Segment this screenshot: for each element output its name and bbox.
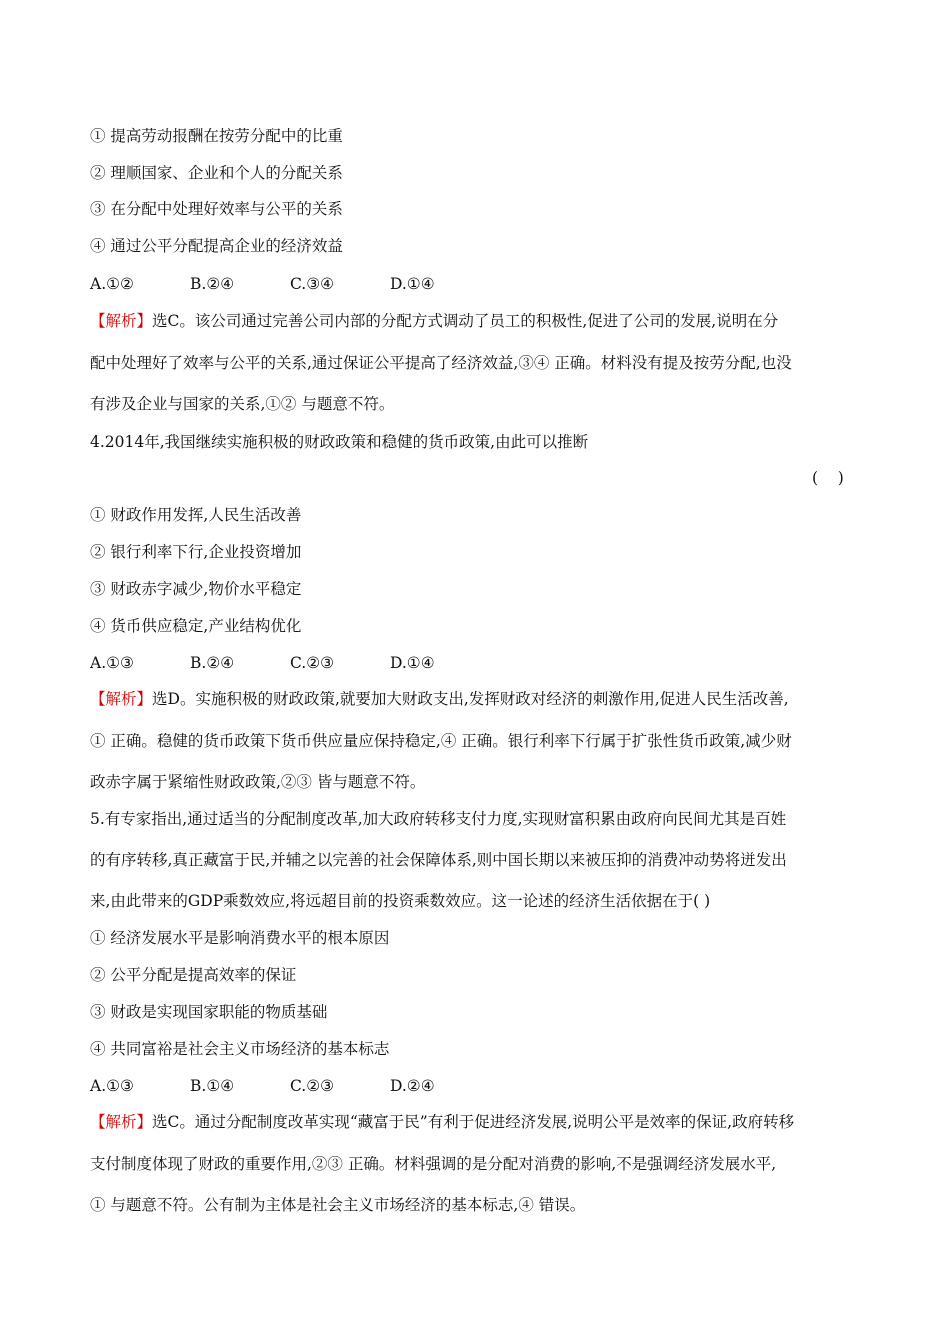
q4-statement-4: ④ 货币供应稳定,产业结构优化	[90, 617, 302, 635]
q3-analysis-line-2: 配中处理好了效率与公平的关系,通过保证公平提高了经济效益,③④ 正确。材料没有提及按劳分配,也没	[90, 354, 792, 372]
q5-option-c: C.②③	[290, 1077, 335, 1095]
q3-option-c: C.③④	[290, 275, 335, 293]
q3-statement-1: ① 提高劳动报酬在按劳分配中的比重	[90, 127, 343, 145]
q5-statement-4: ④ 共同富裕是社会主义市场经济的基本标志	[90, 1040, 390, 1058]
q3-analysis-text-1: 选C。该公司通过完善公司内部的分配方式调动了员工的积极性,促进了公司的发展,说明在分	[152, 312, 779, 330]
q4-statement-1: ① 财政作用发挥,人民生活改善	[90, 506, 302, 524]
q4-statement-2: ② 银行利率下行,企业投资增加	[90, 543, 302, 561]
q4-option-b: B.②④	[190, 654, 235, 672]
q3-statement-3: ③ 在分配中处理好效率与公平的关系	[90, 200, 343, 218]
q4-analysis-line-2: ① 正确。稳健的货币政策下货币供应量应保持稳定,④ 正确。银行利率下行属于扩张性货币政策,减少财	[90, 732, 792, 750]
q5-analysis-text-1: 选C。通过分配制度改革实现“藏富于民”有利于促进经济发展,说明公平是效率的保证,政府转移	[152, 1113, 795, 1131]
q5-options	[90, 1076, 490, 1096]
q4-option-c: C.②③	[290, 654, 335, 672]
q4-option-a: A.①③	[90, 654, 134, 672]
q4-analysis-tag: 【解析】	[90, 690, 153, 708]
q5-option-b: B.①④	[190, 1077, 235, 1095]
q3-analysis-tag: 【解析】	[90, 312, 153, 330]
q5-analysis-tag: 【解析】	[90, 1113, 153, 1131]
q4-answer-paren: ( )	[812, 469, 844, 487]
q5-question-line-3: 来,由此带来的GDP乘数效应,将远超目前的投资乘数效应。这一论述的经济生活依据在于( )	[90, 892, 711, 910]
q3-option-d: D.①④	[390, 275, 435, 293]
q5-option-d: D.②④	[390, 1077, 435, 1095]
q4-statement-3: ③ 财政赤字减少,物价水平稳定	[90, 580, 302, 598]
q5-analysis-line-3: ① 与题意不符。公有制为主体是社会主义市场经济的基本标志,④ 错误。	[90, 1196, 586, 1214]
q4-options	[90, 653, 490, 673]
q3-options	[90, 274, 490, 294]
q4-analysis-line-3: 政赤字属于紧缩性财政政策,②③ 皆与题意不符。	[90, 773, 426, 791]
q5-statement-1: ① 经济发展水平是影响消费水平的根本原因	[90, 929, 390, 947]
q3-option-b: B.②④	[190, 275, 235, 293]
q5-option-a: A.①③	[90, 1077, 134, 1095]
q4-option-d: D.①④	[390, 654, 435, 672]
q3-statement-4: ④ 通过公平分配提高企业的经济效益	[90, 237, 343, 255]
q4-question: 4.2014年,我国继续实施积极的财政政策和稳健的货币政策,由此可以推断	[90, 433, 589, 451]
q5-question-line-1: 5.有专家指出,通过适当的分配制度改革,加大政府转移支付力度,实现财富积累由政府向民间尤其是百姓	[90, 810, 787, 828]
document-page	[90, 0, 865, 1344]
q3-analysis-line-1	[90, 311, 778, 331]
q5-analysis-line-1	[90, 1112, 794, 1132]
q3-analysis-line-3: 有涉及企业与国家的关系,①② 与题意不符。	[90, 395, 395, 413]
q4-analysis-text-1: 选D。实施积极的财政政策,就要加大财政支出,发挥财政对经济的刺激作用,促进人民生活改善,	[152, 690, 789, 708]
q4-analysis-line-1	[90, 689, 789, 709]
q5-question-line-2: 的有序转移,真正藏富于民,并辅之以完善的社会保障体系,则中国长期以来被压抑的消费冲动势将迸发出	[90, 851, 787, 869]
q5-statement-2: ② 公平分配是提高效率的保证	[90, 966, 297, 984]
q3-statement-2: ② 理顺国家、企业和个人的分配关系	[90, 164, 343, 182]
q5-analysis-line-2: 支付制度体现了财政的重要作用,②③ 正确。材料强调的是分配对消费的影响,不是强调经济发展水平,	[90, 1155, 777, 1173]
q5-statement-3: ③ 财政是实现国家职能的物质基础	[90, 1003, 328, 1021]
q3-option-a: A.①②	[90, 275, 134, 293]
